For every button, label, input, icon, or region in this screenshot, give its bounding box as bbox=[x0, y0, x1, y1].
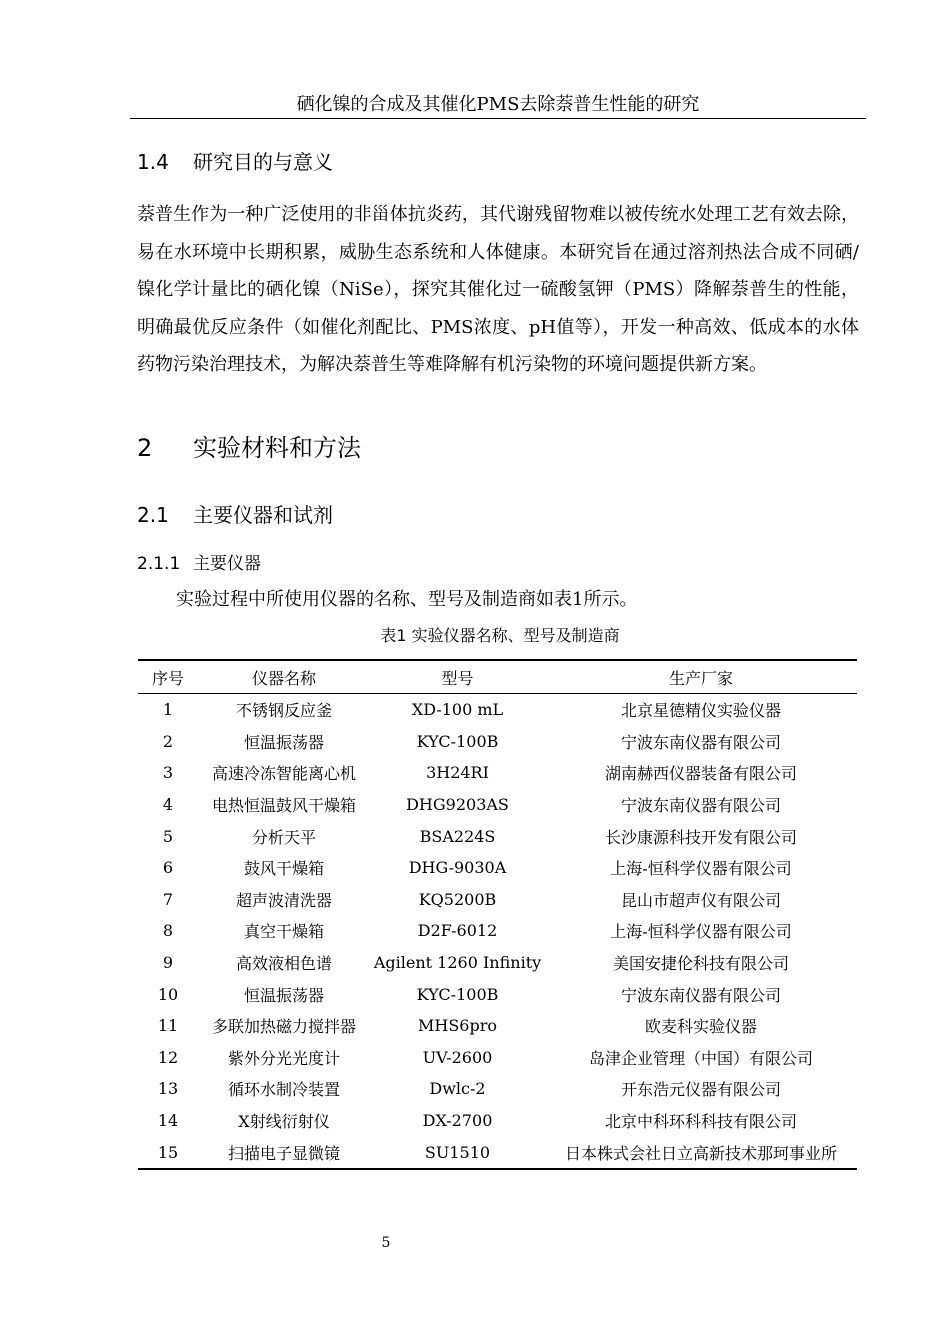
cell-model: BSA224S bbox=[419, 826, 496, 846]
table-row bbox=[138, 1136, 857, 1169]
table-header bbox=[138, 660, 857, 694]
header-rule bbox=[130, 118, 866, 119]
table-row bbox=[138, 757, 857, 789]
instrument-table bbox=[138, 659, 857, 1170]
cell-model: DX-2700 bbox=[422, 1111, 493, 1131]
page-number: 5 bbox=[381, 1235, 391, 1251]
cell-index: 2 bbox=[162, 731, 174, 751]
cell-manufacturer: 北京中科环科科技有限公司 bbox=[604, 1112, 797, 1132]
cell-name: 电热恒温鼓风干燥箱 bbox=[211, 796, 356, 816]
section-title: 实验材料和方法 bbox=[193, 434, 361, 462]
cell-name: 不锈钢反应釜 bbox=[235, 701, 332, 721]
cell-model: DHG-9030A bbox=[408, 858, 507, 878]
cell-index: 14 bbox=[157, 1111, 179, 1131]
cell-model: DHG9203AS bbox=[406, 795, 509, 815]
section-1-4-paragraph: 萘普生作为一种广泛使用的非甾体抗炎药，其代谢残留物难以被传统水处理工艺有效去除，易在水环境中长期积累，威胁生态系统和人体健康。本研究旨在通过溶剂热法合成不同硒/镍化学计量比的硒化镍（NiSe），探究其催化过一硫酸氢钾（PMS）降解萘普生的性能，明确最优反应条件（如催化剂配比、PMS浓度、pH值等），开发一种高效、低成本的水体药物污染治理技术，为解决萘普生等难降解有机污染物的环境问题提供新方案。 bbox=[137, 204, 859, 375]
cell-name: 紫外分光光度计 bbox=[227, 1048, 340, 1068]
cell-model: XD-100 mL bbox=[411, 700, 504, 720]
cell-index: 9 bbox=[162, 953, 174, 973]
cell-index: 1 bbox=[162, 700, 174, 720]
table-caption: 表1 实验仪器名称、型号及制造商 bbox=[380, 626, 620, 645]
cell-manufacturer: 宁波东南仪器有限公司 bbox=[620, 985, 781, 1005]
table-row bbox=[138, 915, 857, 947]
section-number: 2.1 bbox=[137, 503, 169, 527]
section-2-heading bbox=[137, 432, 361, 464]
section-title: 研究目的与意义 bbox=[193, 150, 333, 174]
table-intro-paragraph: 实验过程中所使用仪器的名称、型号及制造商如表1所示。 bbox=[176, 589, 638, 610]
cell-name: 分析天平 bbox=[251, 827, 316, 847]
section-number: 1.4 bbox=[137, 150, 169, 174]
section-2-1-1-heading bbox=[137, 552, 261, 576]
cell-index: 4 bbox=[162, 795, 174, 815]
column-header-index: 序号 bbox=[138, 660, 198, 694]
cell-manufacturer: 北京星德精仪实验仪器 bbox=[620, 701, 781, 721]
column-header-model: 型号 bbox=[370, 660, 545, 694]
table-row bbox=[138, 726, 857, 758]
cell-model: D2F-6012 bbox=[417, 921, 498, 941]
cell-manufacturer: 日本株式会社日立高新技术那珂事业所 bbox=[564, 1143, 837, 1163]
cell-index: 15 bbox=[157, 1142, 179, 1162]
cell-model: KYC-100B bbox=[416, 731, 499, 751]
section-1-4-heading bbox=[137, 148, 333, 176]
table-row bbox=[138, 1105, 857, 1137]
table-row bbox=[138, 1042, 857, 1074]
cell-model: UV-2600 bbox=[422, 1047, 493, 1067]
cell-manufacturer: 美国安捷伦科技有限公司 bbox=[612, 954, 789, 974]
cell-manufacturer: 开东浩元仪器有限公司 bbox=[620, 1080, 781, 1100]
cell-index: 10 bbox=[157, 984, 179, 1004]
table-row bbox=[138, 978, 857, 1010]
section-title: 主要仪器和试剂 bbox=[193, 503, 333, 527]
cell-manufacturer: 昆山市超声仪有限公司 bbox=[620, 890, 781, 910]
cell-model: MHS6pro bbox=[418, 1016, 497, 1036]
cell-name: 多联加热磁力搅拌器 bbox=[211, 1017, 356, 1037]
cell-manufacturer: 岛津企业管理（中国）有限公司 bbox=[588, 1048, 813, 1068]
table-row bbox=[138, 820, 857, 852]
table-row bbox=[138, 884, 857, 916]
table-row bbox=[138, 1010, 857, 1042]
cell-manufacturer: 欧麦科实验仪器 bbox=[644, 1017, 757, 1037]
section-2-1-heading bbox=[137, 501, 333, 529]
cell-manufacturer: 上海-恒科学仪器有限公司 bbox=[610, 859, 792, 879]
cell-name: 超声波清洗器 bbox=[235, 890, 332, 910]
cell-index: 6 bbox=[162, 858, 174, 878]
cell-name: 恒温振荡器 bbox=[243, 732, 324, 752]
cell-model: KYC-100B bbox=[416, 984, 499, 1004]
cell-manufacturer: 宁波东南仪器有限公司 bbox=[620, 796, 781, 816]
table-row bbox=[138, 947, 857, 979]
cell-index: 12 bbox=[157, 1047, 179, 1067]
cell-manufacturer: 上海-恒科学仪器有限公司 bbox=[610, 922, 792, 942]
cell-name: 恒温振荡器 bbox=[243, 985, 324, 1005]
cell-name: 高效液相色谱 bbox=[235, 954, 332, 974]
column-header-name: 仪器名称 bbox=[198, 660, 370, 694]
cell-name: X射线衍射仪 bbox=[238, 1112, 330, 1132]
section-title: 主要仪器 bbox=[193, 554, 261, 574]
cell-model: SU1510 bbox=[424, 1142, 491, 1162]
section-number: 2 bbox=[137, 434, 153, 462]
table-body bbox=[138, 694, 857, 1169]
table-header-row bbox=[138, 660, 857, 694]
cell-manufacturer: 湖南赫西仪器装备有限公司 bbox=[604, 764, 797, 784]
cell-name: 真空干燥箱 bbox=[243, 922, 324, 942]
cell-index: 13 bbox=[157, 1079, 179, 1099]
cell-index: 3 bbox=[162, 763, 174, 783]
cell-name: 高速冷冻智能离心机 bbox=[211, 764, 356, 784]
cell-model: Dwlc-2 bbox=[429, 1079, 486, 1099]
cell-manufacturer: 宁波东南仪器有限公司 bbox=[620, 732, 781, 752]
cell-model: 3H24RI bbox=[426, 763, 489, 783]
table-row bbox=[138, 789, 857, 821]
cell-index: 11 bbox=[157, 1016, 179, 1036]
table-row bbox=[138, 694, 857, 726]
cell-index: 8 bbox=[162, 921, 174, 941]
cell-name: 扫描电子显微镜 bbox=[227, 1143, 340, 1163]
cell-index: 5 bbox=[162, 826, 174, 846]
cell-name: 循环水制冷装置 bbox=[227, 1080, 340, 1100]
cell-model: Agilent 1260 Infinity bbox=[373, 953, 542, 973]
cell-model: KQ5200B bbox=[418, 889, 497, 909]
table-row bbox=[138, 852, 857, 884]
table-row bbox=[138, 1073, 857, 1105]
section-number: 2.1.1 bbox=[137, 554, 181, 574]
cell-index: 7 bbox=[162, 889, 174, 909]
cell-manufacturer: 长沙康源科技开发有限公司 bbox=[604, 827, 797, 847]
column-header-manufacturer: 生产厂家 bbox=[545, 660, 857, 694]
cell-name: 鼓风干燥箱 bbox=[243, 859, 324, 879]
running-header: 硒化镍的合成及其催化PMS去除萘普生性能的研究 bbox=[296, 94, 700, 115]
